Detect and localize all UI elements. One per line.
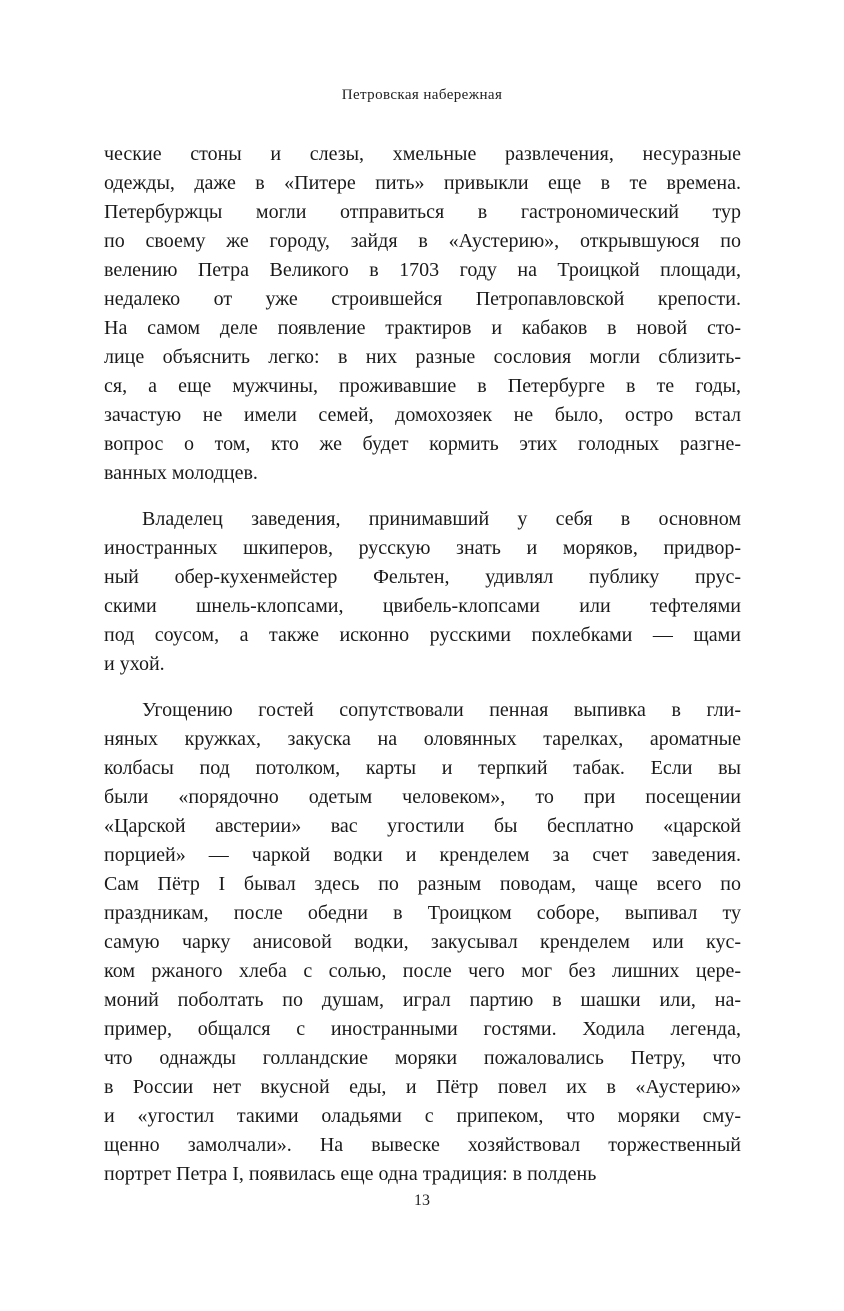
- text-line: колбасы под потолком, карты и терпкий табак. Если вы: [104, 757, 741, 779]
- text-line: портрет Петра I, появилась еще одна традиция: в полдень: [104, 1163, 597, 1185]
- paragraph: [104, 505, 741, 679]
- text-line: в России нет вкусной еды, и Пётр повел их в «Аустерию»: [104, 1076, 741, 1098]
- running-head: Петровская набережная: [341, 87, 503, 103]
- paragraph: [104, 140, 741, 488]
- text-line: порцией» — чаркой водки и кренделем за счет заведения.: [104, 844, 741, 866]
- text-line: Петербуржцы могли отправиться в гастрономический тур: [104, 201, 741, 223]
- text-line: и ухой.: [104, 653, 165, 675]
- text-line: велению Петра Великого в 1703 году на Троицкой площади,: [104, 259, 741, 281]
- text-line: щенно замолчали». На вывеске хозяйствовал торжественный: [104, 1134, 741, 1156]
- text-line: по своему же городу, зайдя в «Аустерию», открывшуюся по: [104, 230, 741, 252]
- text-line: няных кружках, закуска на оловянных тарелках, ароматные: [104, 728, 741, 750]
- text-line: ный обер-кухенмейстер Фельтен, удивлял публику прус-: [104, 566, 741, 588]
- text-line: лице объяснить легко: в них разные сословия могли сблизить-: [104, 346, 741, 368]
- text-line: под соусом, а также исконно русскими похлебками — щами: [104, 624, 741, 646]
- text-line: «Царской австерии» вас угостили бы бесплатно «царской: [104, 815, 741, 837]
- text-line: что однажды голландские моряки пожаловались Петру, что: [104, 1047, 741, 1069]
- text-block: [104, 140, 741, 1189]
- text-line: вопрос о том, кто же будет кормить этих голодных разгне-: [104, 433, 741, 455]
- page-number: 13: [414, 1192, 430, 1209]
- text-line: ческие стоны и слезы, хмельные развлечения, несуразные: [104, 143, 741, 165]
- text-line: На самом деле появление трактиров и кабаков в новой сто-: [104, 317, 741, 339]
- text-line: ком ржаного хлеба с солью, после чего мог без лишних цере-: [104, 960, 741, 982]
- text-line: Сам Пётр I бывал здесь по разным поводам, чаще всего по: [104, 873, 741, 895]
- text-line: моний поболтать по душам, играл партию в шашки или, на-: [104, 989, 741, 1011]
- text-line: самую чарку анисовой водки, закусывал кренделем или кус-: [104, 931, 741, 953]
- paragraph: [104, 696, 741, 1189]
- text-line: пример, общался с иностранными гостями. Ходила легенда,: [104, 1018, 741, 1040]
- text-line: одежды, даже в «Питере пить» привыкли еще в те времена.: [104, 172, 741, 194]
- text-line: и «угостил такими оладьями с припеком, что моряки сму-: [104, 1105, 741, 1127]
- text-line: недалеко от уже строившейся Петропавловской крепости.: [104, 288, 741, 310]
- text-line: зачастую не имели семей, домохозяек не было, остро встал: [104, 404, 741, 426]
- text-line: были «порядочно одетым человеком», то при посещении: [104, 786, 741, 808]
- text-line: Владелец заведения, принимавший у себя в основном: [142, 508, 741, 530]
- text-line: Угощению гостей сопутствовали пенная выпивка в гли-: [142, 699, 741, 721]
- text-line: ванных молодцев.: [104, 462, 258, 484]
- text-line: ся, а еще мужчины, проживавшие в Петербурге в те годы,: [104, 375, 741, 397]
- text-line: скими шнель-клопсами, цвибель-клопсами или тефтелями: [104, 595, 741, 617]
- text-line: праздникам, после обедни в Троицком соборе, выпивал ту: [104, 902, 741, 924]
- text-line: иностранных шкиперов, русскую знать и моряков, придвор-: [104, 537, 741, 559]
